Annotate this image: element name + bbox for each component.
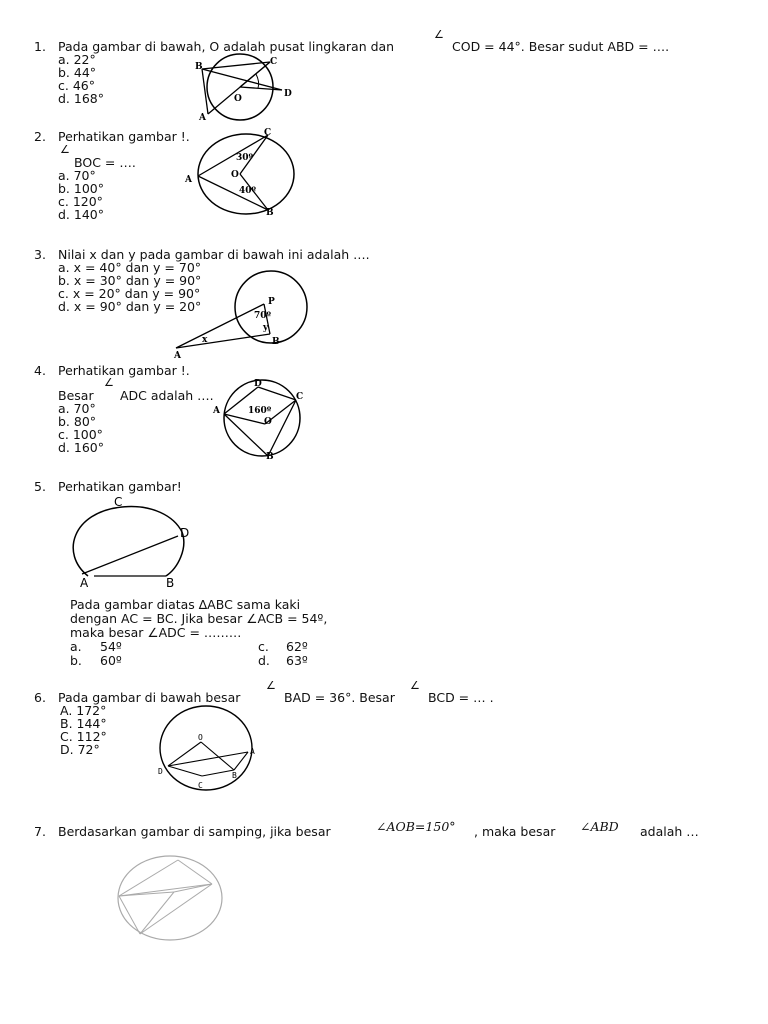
question-text: Perhatikan gambar! bbox=[58, 479, 182, 494]
question-text: Pada gambar di bawah besar bbox=[58, 690, 241, 705]
label-angle-30: 30º bbox=[236, 153, 254, 163]
option-c-value: 62º bbox=[286, 639, 308, 654]
option-b: b. 80° bbox=[58, 414, 97, 429]
angle-symbol: ∠ bbox=[60, 143, 70, 156]
label-o: O bbox=[198, 733, 203, 742]
label-b: B bbox=[266, 452, 274, 462]
option-b: b. 100° bbox=[58, 181, 104, 196]
label-c: C bbox=[114, 495, 123, 509]
option-a: a. 70° bbox=[58, 401, 96, 416]
label-a: A bbox=[213, 406, 220, 416]
option-d: D. 72° bbox=[60, 742, 100, 757]
question-text: Berdasarkan gambar di samping, jika besar bbox=[58, 824, 331, 839]
option-d: d. 168° bbox=[58, 91, 104, 106]
question-text-cont: COD = 44°. Besar sudut ABD = …. bbox=[452, 39, 670, 54]
question-number: 3. bbox=[34, 247, 46, 262]
question-number: 5. bbox=[34, 479, 46, 494]
question-text: Nilai x dan y pada gambar di bawah ini adalah …. bbox=[58, 247, 370, 262]
option-c: c. x = 20° dan y = 90° bbox=[58, 286, 201, 301]
figure-q6 bbox=[154, 702, 264, 794]
option-b-key: b. bbox=[70, 653, 82, 668]
figure-q2 bbox=[180, 126, 300, 218]
question-text-cont: BAD = 36°. Besar bbox=[284, 690, 395, 705]
label-o: O bbox=[234, 94, 242, 104]
label-angle-160: 160º bbox=[248, 406, 272, 416]
question-text: Perhatikan gambar !. bbox=[58, 129, 190, 144]
question-text-end: BCD = … . bbox=[428, 690, 494, 705]
label-a: A bbox=[250, 747, 255, 756]
angle-symbol: ∠ bbox=[434, 28, 444, 41]
label-o: O bbox=[264, 417, 272, 427]
label-a: A bbox=[174, 351, 181, 361]
question-number: 4. bbox=[34, 363, 46, 378]
label-a: A bbox=[185, 175, 192, 185]
figure-q3 bbox=[170, 274, 310, 362]
label-b: B bbox=[232, 771, 237, 780]
option-b-value: 60º bbox=[100, 653, 122, 668]
label-c: C bbox=[270, 57, 278, 67]
option-d: d. 160° bbox=[58, 440, 104, 455]
option-a-key: a. bbox=[70, 639, 82, 654]
option-a: a. 22° bbox=[58, 52, 96, 67]
angle-expression-aob: ∠AOB=150° bbox=[376, 819, 456, 834]
angle-expression-abd: ∠ABD bbox=[580, 819, 619, 834]
question-number: 2. bbox=[34, 129, 46, 144]
question-text: Pada gambar di bawah, O adalah pusat lingkaran dan bbox=[58, 39, 395, 54]
label-a: A bbox=[80, 576, 89, 590]
label-b: B bbox=[272, 337, 280, 347]
option-a-value: 54º bbox=[100, 639, 122, 654]
option-d: d. 140° bbox=[58, 207, 104, 222]
option-c: c. 120° bbox=[58, 194, 103, 209]
question-body-line3: maka besar ∠ADC = ……… bbox=[70, 625, 242, 640]
question-sub: BOC = …. bbox=[74, 155, 136, 170]
figure-q7 bbox=[112, 852, 228, 948]
option-d: d. x = 90° dan y = 20° bbox=[58, 299, 202, 314]
label-d: D bbox=[254, 379, 262, 389]
question-text-end: adalah … bbox=[640, 824, 699, 839]
label-b: B bbox=[266, 208, 274, 218]
question-text: Perhatikan gambar !. bbox=[58, 363, 190, 378]
label-c: C bbox=[296, 392, 304, 402]
figure-q1 bbox=[190, 52, 300, 124]
question-body-line1: Pada gambar diatas ∆ABC sama kaki bbox=[70, 597, 301, 612]
option-b: b. 44° bbox=[58, 65, 97, 80]
label-d: D bbox=[284, 89, 292, 99]
label-angle-40: 40º bbox=[239, 186, 257, 196]
label-angle-70: 70º bbox=[254, 311, 272, 321]
figure-q4 bbox=[210, 378, 310, 464]
question-number: 6. bbox=[34, 690, 46, 705]
label-y: y bbox=[263, 323, 269, 333]
label-x: x bbox=[202, 335, 208, 345]
option-b: B. 144° bbox=[60, 716, 107, 731]
label-a: A bbox=[199, 113, 206, 123]
option-c: C. 112° bbox=[60, 729, 107, 744]
option-a: a. 70° bbox=[58, 168, 96, 183]
label-c: C bbox=[198, 781, 203, 790]
label-p: P bbox=[268, 297, 275, 307]
option-a: a. x = 40° dan y = 70° bbox=[58, 260, 202, 275]
label-b: B bbox=[166, 576, 175, 590]
option-d-key: d. bbox=[258, 653, 270, 668]
angle-symbol: ∠ bbox=[104, 376, 114, 389]
question-body-line2: dengan AC = BC. Jika besar ∠ACB = 54º, bbox=[70, 611, 328, 626]
option-c-key: c. bbox=[258, 639, 269, 654]
option-c: c. 100° bbox=[58, 427, 103, 442]
question-number: 1. bbox=[34, 39, 46, 54]
angle-symbol-2: ∠ bbox=[410, 679, 420, 692]
question-sub-a: Besar bbox=[58, 388, 94, 403]
angle-symbol-1: ∠ bbox=[266, 679, 276, 692]
option-c: c. 46° bbox=[58, 78, 95, 93]
label-o: O bbox=[231, 170, 239, 180]
figure-q5 bbox=[66, 494, 196, 590]
question-number: 7. bbox=[34, 824, 46, 839]
option-b: b. x = 30° dan y = 90° bbox=[58, 273, 202, 288]
option-a: A. 172° bbox=[60, 703, 107, 718]
question-sub-b: ADC adalah …. bbox=[120, 388, 214, 403]
label-c: C bbox=[264, 128, 272, 138]
label-d: D bbox=[158, 767, 163, 776]
label-d: D bbox=[180, 526, 190, 540]
label-b: B bbox=[195, 62, 203, 72]
option-d-value: 63º bbox=[286, 653, 308, 668]
question-text-cont: , maka besar bbox=[474, 824, 556, 839]
